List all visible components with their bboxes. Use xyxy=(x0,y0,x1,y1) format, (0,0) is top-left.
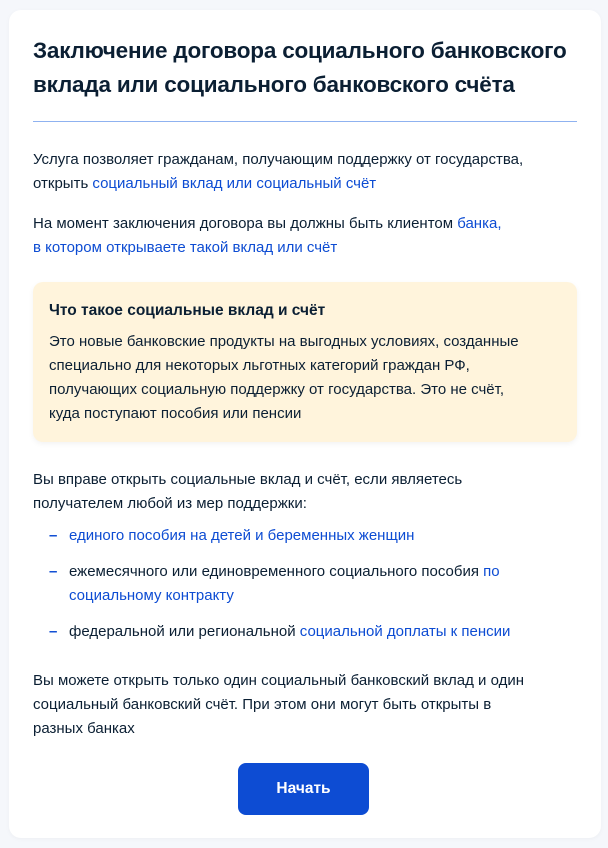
list-item xyxy=(33,524,583,548)
limit-text: социальный банковский счёт. При этом они могут быть открыты в xyxy=(33,696,492,713)
limit-text: Вы можете открыть только один социальный банковский вклад и один xyxy=(33,672,524,689)
title-line-1: Заключение договора социального банковского xyxy=(33,38,567,63)
eligibility-paragraph xyxy=(33,468,583,516)
social-contract-link[interactable]: по xyxy=(483,563,500,580)
info-box-title: Что такое социальные вклад и счёт xyxy=(49,302,326,319)
intro-text-2: открыть xyxy=(33,175,93,192)
unified-allowance-link[interactable]: единого пособия на детей и беременных женщин xyxy=(69,527,415,544)
title-line-2: вклада или социального банковского счёта xyxy=(33,72,515,97)
intro-paragraph xyxy=(33,148,583,196)
list-item xyxy=(33,620,583,644)
dash-bullet-icon: – xyxy=(49,563,58,580)
start-button[interactable]: Начать xyxy=(238,763,369,815)
dash-bullet-icon: – xyxy=(49,527,58,544)
social-contract-link-2[interactable]: социальному контракту xyxy=(69,587,234,604)
social-account-link[interactable]: социальный вклад или социальный счёт xyxy=(92,175,377,192)
bank-link-2[interactable]: в котором открываете такой вклад или счёт xyxy=(33,239,338,256)
eligibility-text: Вы вправе открыть социальные вклад и счёт, если являетесь xyxy=(33,471,463,488)
limit-paragraph xyxy=(33,669,583,741)
info-line: куда поступают пособия или пенсии xyxy=(49,405,302,422)
client-paragraph xyxy=(33,212,583,260)
service-card xyxy=(9,10,601,838)
list-item xyxy=(33,560,583,608)
info-box xyxy=(33,282,577,442)
info-line: получающих социальную поддержку от государства. Это не счёт, xyxy=(49,381,505,398)
list-item-text: ежемесячного или единовременного социального пособия xyxy=(69,563,484,580)
client-text: На момент заключения договора вы должны быть клиентом xyxy=(33,215,458,232)
support-measures-list xyxy=(33,524,583,656)
info-box-text xyxy=(49,330,569,426)
info-line: специально для некоторых льготных категорий граждан РФ, xyxy=(49,357,470,374)
divider xyxy=(33,121,577,122)
page-title xyxy=(33,34,583,102)
list-item-text: федеральной или региональной xyxy=(69,623,300,640)
intro-text: Услуга позволяет гражданам, получающим поддержку от государства, xyxy=(33,151,524,168)
bank-link[interactable]: банка, xyxy=(457,215,502,232)
info-line: Это новые банковские продукты на выгодных условиях, созданные xyxy=(49,333,519,350)
dash-bullet-icon: – xyxy=(49,623,58,640)
eligibility-text-2: получателем любой из мер поддержки: xyxy=(33,495,307,512)
limit-text: разных банках xyxy=(33,720,135,737)
pension-supplement-link[interactable]: социальной доплаты к пенсии xyxy=(299,623,511,640)
